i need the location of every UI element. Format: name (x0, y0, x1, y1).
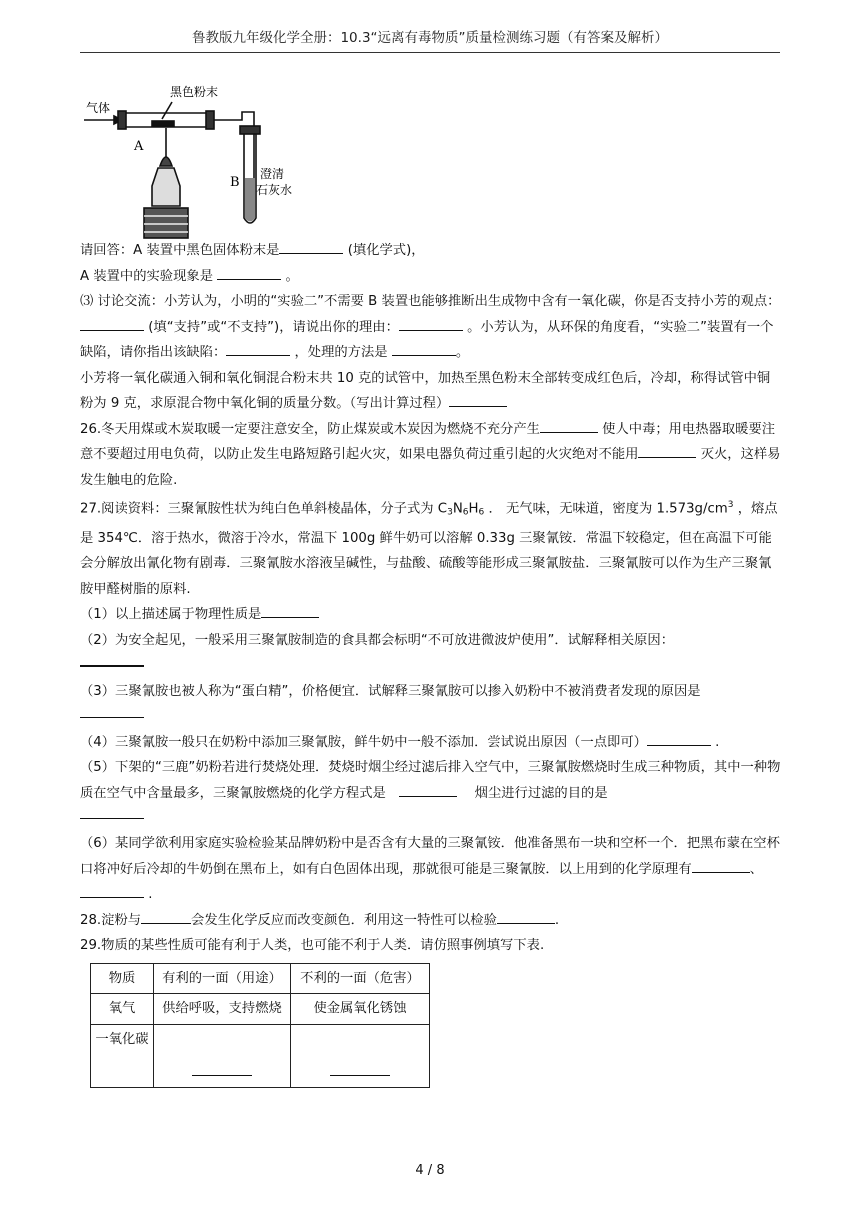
answer-blank[interactable] (217, 264, 281, 280)
table-cell (154, 1024, 291, 1088)
answer-blank[interactable] (692, 857, 750, 873)
q27-s2: （2）为安全起见，一般采用三聚氰胺制造的食具都会标明“不可放进微波炉使用”．试解释相关原因： (80, 632, 675, 648)
header-rule (80, 52, 780, 53)
answer-blank[interactable] (192, 1061, 252, 1076)
page-number: 4 / 8 (415, 1163, 445, 1178)
table-cell: 氧气 (91, 994, 154, 1025)
q27-s3: （3）三聚氰胺也被人称为“蛋白精”，价格便宜．试解释三聚氰胺可以掺入奶粉中不被消费者发现的原因是 (80, 684, 701, 700)
test-tube-stopper (240, 126, 260, 134)
answer-blank[interactable] (80, 806, 144, 819)
table-row (91, 994, 430, 1025)
q27-s1: （1）以上描述属于物理性质是 (80, 602, 782, 628)
q27-s5: （5）下架的“三鹿”奶粉若进行焚烧处理．焚烧时烟尘经过滤后排入空气中，三聚氰胺燃烧时生成三种物质，其中一种物质在空气中含量最多，三聚氰胺燃烧的化学方程式是 烟尘进行过滤的目的是 (80, 760, 781, 801)
table-header: 不利的一面（危害） (291, 963, 430, 994)
answer-blank[interactable] (497, 908, 555, 924)
black-powder (152, 121, 174, 126)
answer-blank[interactable] (392, 340, 456, 356)
answer-blank[interactable] (540, 417, 598, 433)
page-header: 鲁教版九年级化学全册：10.3“远离有毒物质”质量检测练习题（有答案及解析） (191, 30, 669, 46)
q27-s6: （6）某同学欲利用家庭实验检验某品牌奶粉中是否含有大量的三聚氰铵．他准备黑布一块和空杯一个．把黑布蒙在空杯口将冲好后冷却的牛奶倒在黑布上，如有白色固体出现，那就很可能是三聚氰胺．以上用到的化学原理有 、 . (80, 836, 780, 903)
q28: 28.淀粉与 会发生化学反应而改变颜色．利用这一特性可以检验 . (80, 908, 782, 934)
answer-blank[interactable] (330, 1061, 390, 1076)
table-row (91, 1024, 430, 1088)
answer-blank[interactable] (399, 315, 463, 331)
q25-line1: 请回答：A 装置中黑色固体粉末是 (填化学式)， (80, 238, 782, 264)
q27-intro: 27.阅读资料：三聚氰胺性状为纯白色单斜棱晶体，分子式为 $C_3N_6H_6$ ． 无气味，无味道，密度为 $1.573g/cm^3$ ，熔点是 354℃．溶于热水，微溶于冷水，常温下 100g 鲜牛奶可以溶解 0.33g 三聚氰铵．常温下较稳定，但在高温下可能会分解放出氰化物有剧毒．三聚氰胺水溶液呈碱性，与盐酸、硫酸等能形成三聚氰胺盐．三聚氰胺可以作为生产三聚氰胺甲醛树脂的原料. (80, 500, 778, 597)
answer-blank[interactable] (399, 781, 457, 797)
table-cell: 使金属氧化锈蚀 (291, 994, 430, 1025)
label-a: A (134, 139, 144, 154)
powder-pointer (162, 102, 172, 119)
answer-blank[interactable] (141, 908, 191, 924)
q29-intro: 29.物质的某些性质可能有利于人类，也可能不利于人类．请仿照事例填写下表. (80, 938, 545, 954)
q26: 26.冬天用煤或木炭取暖一定要注意安全，防止煤炭或木炭因为燃烧不充分产生 使人中毒；用电热器取暖要注意不要超过用电负荷，以防止发生电路短路引起火灾，如果电器负荷过重引起的火灾绝对不能用 灭火，这样易发生触电的危险. (80, 417, 782, 494)
label-black-powder: 黑色粉末 (170, 85, 219, 99)
apparatus-figure (82, 68, 292, 243)
table-header: 物质 (91, 963, 154, 994)
q25-discussion: ⑶ 讨论交流：小芳认为，小明的“实验二”不需要 B 装置也能够推断出生成物中含有一氧化碳，你是否支持小芳的观点： (填“支持”或“不支持”)，请说出你的理由： 。小芳认为，从环保的角度看，“实验二”装置有一个缺陷，请你指出该缺陷： ，处理的方法是 。 (80, 294, 781, 360)
table-cell: 供给呼吸，支持燃烧 (154, 994, 291, 1025)
table-cell: 一氧化碳 (91, 1024, 154, 1088)
answer-blank[interactable] (80, 653, 144, 667)
stopper-right (206, 111, 214, 129)
alcohol-lamp (152, 168, 180, 206)
page-content (80, 238, 782, 1088)
limewater-liquid (245, 178, 255, 222)
label-b: B (230, 175, 240, 190)
answer-blank[interactable] (261, 602, 319, 618)
stand-base (144, 208, 188, 238)
q25-calculation: 小芳将一氧化碳通入铜和氧化铜混合粉末共 10 克的试管中，加热至黑色粉末全部转变成红色后，冷却，称得试管中铜粉为 9 克，求原混合物中氧化铜的质量分数。（写出计算过程） (80, 370, 771, 411)
table-header-row (91, 963, 430, 994)
flame-icon (160, 157, 172, 166)
label-limewater-1: 澄清 (260, 167, 285, 181)
q27-s4: （4）三聚氰胺一般只在奶粉中添加三聚氰胺，鲜牛奶中一般不添加．尝试说出原因（一点即可） . (80, 730, 782, 756)
label-limewater-2: 石灰水 (256, 183, 292, 197)
answer-blank[interactable] (80, 315, 144, 331)
q25-line2: A 装置中的实验现象是 。 (80, 264, 782, 290)
answer-blank[interactable] (647, 730, 711, 746)
property-table (90, 963, 430, 1089)
stopper-left (118, 111, 126, 129)
answer-blank[interactable] (226, 340, 290, 356)
answer-blank[interactable] (638, 442, 696, 458)
answer-blank[interactable] (80, 705, 144, 718)
label-gas: 气体 (86, 101, 111, 115)
table-cell (291, 1024, 430, 1088)
answer-blank[interactable] (80, 882, 144, 898)
table-header: 有利的一面（用途） (154, 963, 291, 994)
answer-blank[interactable] (279, 238, 343, 254)
answer-blank[interactable] (449, 391, 507, 407)
